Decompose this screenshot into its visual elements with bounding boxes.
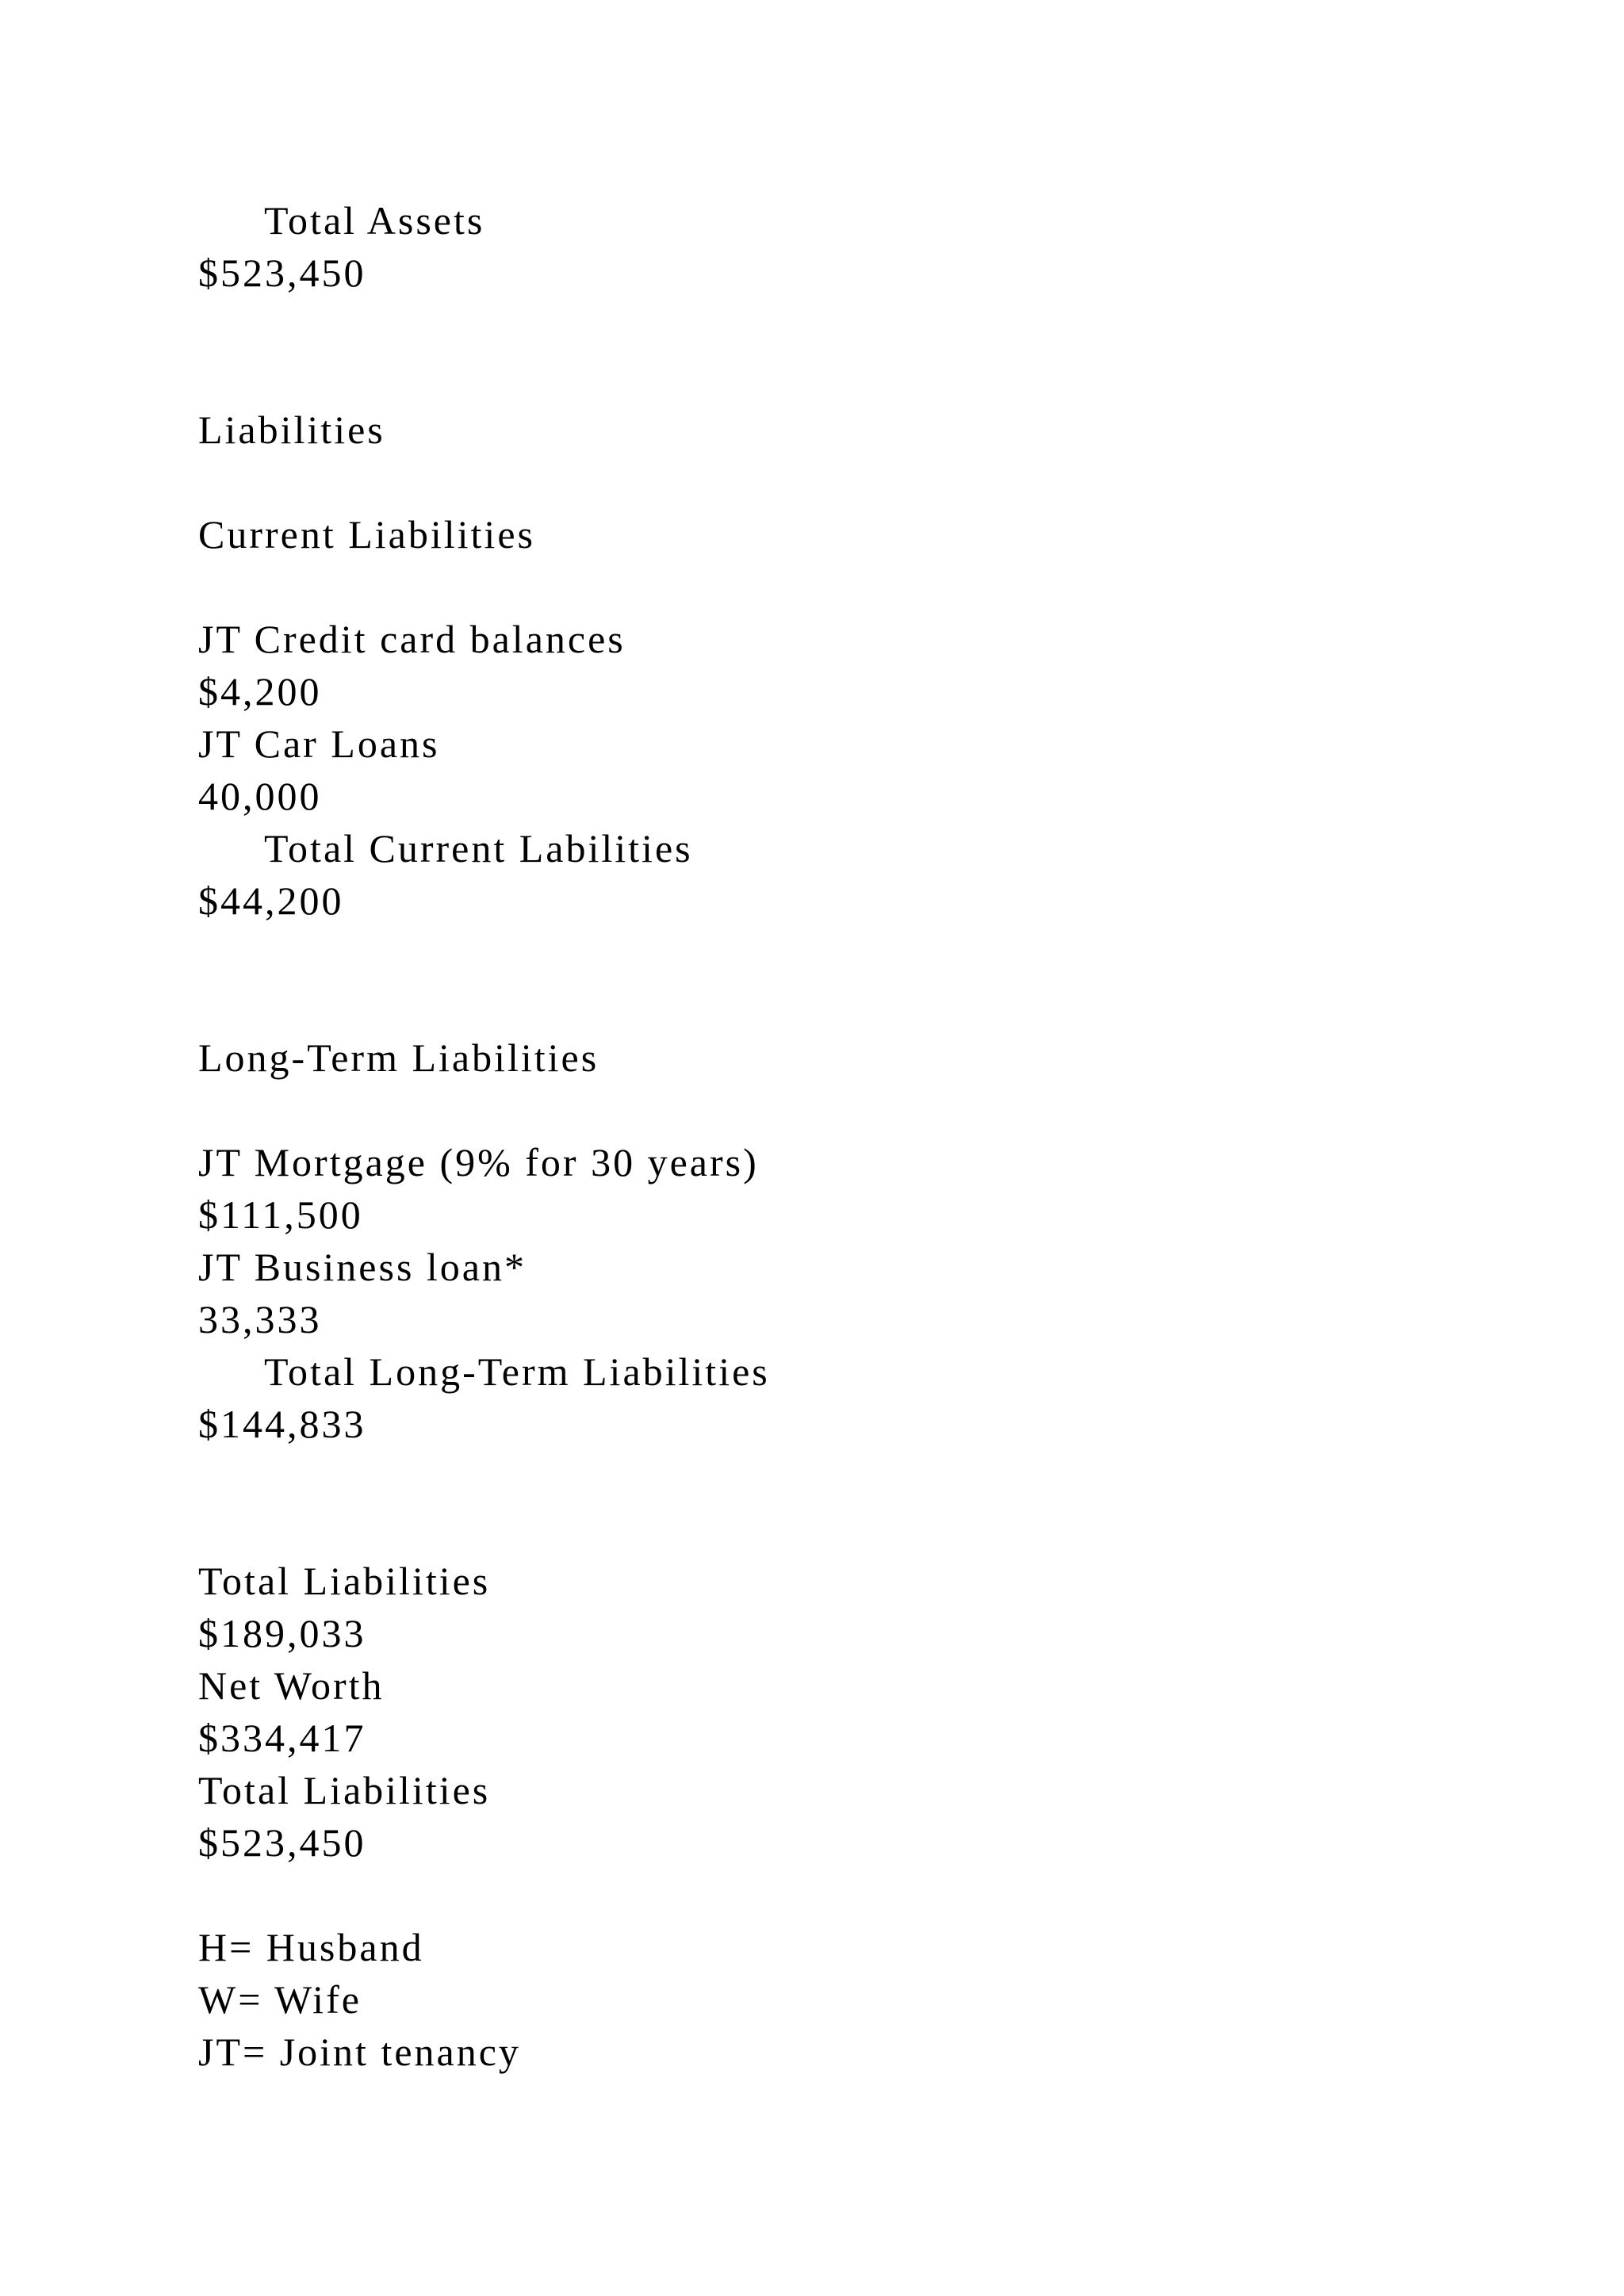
current-liabilities-heading: Current Liabilities (198, 512, 535, 557)
long-term-liabilities-heading: Long-Term Liabilities (198, 1035, 599, 1080)
legend-wife: W= Wife (198, 1977, 362, 2022)
spacer (198, 561, 1546, 613)
spacer (198, 1084, 1546, 1136)
legend-husband: H= Husband (198, 1925, 424, 1969)
total-assets-label: Total Assets (264, 198, 485, 243)
business-loan-value: 33,333 (198, 1297, 322, 1341)
total-current-liabilities-label: Total Current Labilities (264, 826, 693, 871)
total-long-term-liabilities-value: $144,833 (198, 1402, 366, 1446)
mortgage-value: $111,500 (198, 1192, 363, 1237)
total-current-liabilities-value: $44,200 (198, 878, 344, 923)
total-liabilities-value: $189,033 (198, 1611, 366, 1655)
total-liabilities-and-net-worth-label: Total Liabilities (198, 1768, 491, 1812)
credit-card-value: $4,200 (198, 669, 322, 714)
mortgage-label: JT Mortgage (9% for 30 years) (198, 1140, 759, 1184)
net-worth-value: $334,417 (198, 1716, 366, 1760)
spacer (198, 456, 1546, 508)
legend-joint-tenancy: JT= Joint tenancy (198, 2030, 521, 2074)
net-worth-label: Net Worth (198, 1663, 385, 1708)
balance-sheet-text (198, 194, 1546, 2078)
car-loans-value: 40,000 (198, 774, 322, 818)
liabilities-heading: Liabilities (198, 408, 385, 452)
car-loans-label: JT Car Loans (198, 721, 440, 766)
credit-card-label: JT Credit card balances (198, 617, 626, 661)
business-loan-label: JT Business loan* (198, 1245, 527, 1289)
spacer (198, 299, 1546, 404)
total-liabilities-and-net-worth-value: $523,450 (198, 1820, 366, 1865)
total-long-term-liabilities-label: Total Long-Term Liabilities (264, 1349, 770, 1394)
spacer (198, 1869, 1546, 1921)
total-assets-value: $523,450 (198, 251, 366, 295)
spacer (198, 927, 1546, 1031)
total-liabilities-label: Total Liabilities (198, 1559, 491, 1603)
spacer (198, 1450, 1546, 1555)
